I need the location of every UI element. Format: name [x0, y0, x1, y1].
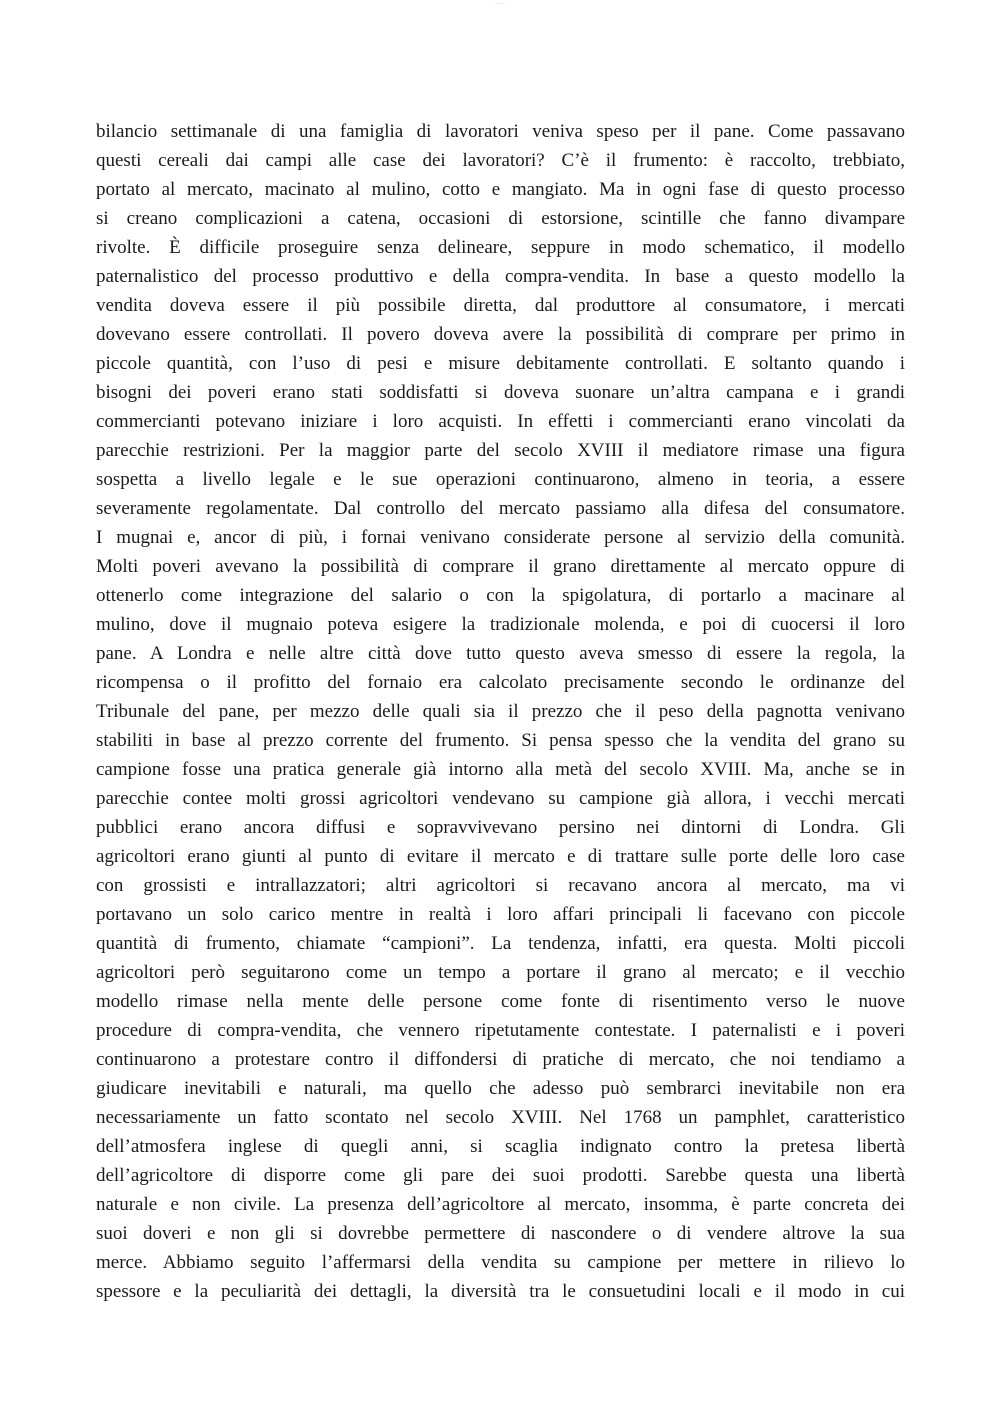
text-line: bilancio settimanale di una famiglia di lavoratori veniva speso per il pane. Come passavano [96, 121, 905, 142]
text-line: parecchie restrizioni. Per la maggior parte del secolo XVIII il mediatore rimase una figura [96, 440, 905, 461]
text-line: giudicare inevitabili e naturali, ma quello che adesso può sembrarci inevitabile non era [96, 1078, 905, 1099]
text-line: parecchie contee molti grossi agricoltori vendevano su campione già allora, i vecchi mercati [96, 788, 905, 809]
text-line: commercianti potevano iniziare i loro acquisti. In effetti i commercianti erano vincolati da [96, 411, 905, 432]
text-line: continuarono a protestare contro il diffondersi di pratiche di mercato, che noi tendiamo a [96, 1049, 905, 1070]
text-line: campione fosse una pratica generale già intorno alla metà del secolo XVIII. Ma, anche se in [96, 759, 905, 780]
text-line: pubblici erano ancora diffusi e sopravvivevano persino nei dintorni di Londra. Gli [96, 817, 905, 838]
text-line: pane. A Londra e nelle altre città dove tutto questo aveva smesso di essere la regola, la [96, 643, 905, 664]
text-line: spessore e la peculiarità dei dettagli, la diversità tra le consuetudini locali e il modo in cui [96, 1281, 905, 1302]
header-mark: — — [495, 0, 505, 5]
text-line: ottenerlo come integrazione del salario o con la spigolatura, di portarlo a macinare al [96, 585, 905, 606]
text-line: dovevano essere controllati. Il povero doveva avere la possibilità di comprare per primo in [96, 324, 905, 345]
text-line: portavano un solo carico mentre in realtà i loro affari principali li facevano con piccole [96, 904, 905, 925]
text-line: questi cereali dai campi alle case dei lavoratori? C’è il frumento: è raccolto, trebbiato, [96, 150, 905, 171]
text-line: portato al mercato, macinato al mulino, cotto e mangiato. Ma in ogni fase di questo processo [96, 179, 905, 200]
body-text [96, 117, 905, 1306]
text-line: paternalistico del processo produttivo e della compra-vendita. In base a questo modello la [96, 266, 905, 287]
text-line: dell’agricoltore di disporre come gli pare dei suoi prodotti. Sarebbe questa una libertà [96, 1165, 905, 1186]
text-line: necessariamente un fatto scontato nel secolo XVIII. Nel 1768 un pamphlet, caratteristico [96, 1107, 905, 1128]
text-line: Molti poveri avevano la possibilità di comprare il grano direttamente al mercato oppure di [96, 556, 905, 577]
text-line: piccole quantità, con l’uso di pesi e misure debitamente controllati. E soltanto quando i [96, 353, 905, 374]
text-line: dell’atmosfera inglese di quegli anni, si scaglia indignato contro la pretesa libertà [96, 1136, 905, 1157]
text-line: con grossisti e intrallazzatori; altri agricoltori si recavano ancora al mercato, ma vi [96, 875, 905, 896]
text-line: merce. Abbiamo seguito l’affermarsi della vendita su campione per mettere in rilievo lo [96, 1252, 905, 1273]
text-line: vendita doveva essere il più possibile diretta, dal produttore al consumatore, i mercati [96, 295, 905, 316]
text-line: suoi doveri e non gli si dovrebbe permettere di nascondere o di vendere altrove la sua [96, 1223, 905, 1244]
text-line: stabiliti in base al prezzo corrente del frumento. Si pensa spesso che la vendita del grano su [96, 730, 905, 751]
text-line: agricoltori però seguitarono come un tempo a portare il grano al mercato; e il vecchio [96, 962, 905, 983]
text-line: naturale e non civile. La presenza dell’agricoltore al mercato, insomma, è parte concreta dei [96, 1194, 905, 1215]
text-line: sospetta a livello legale e le sue operazioni continuarono, almeno in teoria, a essere [96, 469, 905, 490]
text-line: rivolte. È difficile proseguire senza delineare, seppure in modo schematico, il modello [96, 237, 905, 258]
text-line: I mugnai e, ancor di più, i fornai venivano considerate persone al servizio della comunità. [96, 527, 905, 548]
text-line: procedure di compra-vendita, che vennero ripetutamente contestate. I paternalisti e i poveri [96, 1020, 905, 1041]
text-line: mulino, dove il mugnaio poteva esigere la tradizionale molenda, e poi di cuocersi il loro [96, 614, 905, 635]
text-line: agricoltori erano giunti al punto di evitare il mercato e di trattare sulle porte delle loro case [96, 846, 905, 867]
text-line: severamente regolamentate. Dal controllo del mercato passiamo alla difesa del consumatore. [96, 498, 905, 519]
text-line: bisogni dei poveri erano stati soddisfatti si doveva suonare un’altra campana e i grandi [96, 382, 905, 403]
text-line: ricompensa o il profitto del fornaio era calcolato precisamente secondo le ordinanze del [96, 672, 905, 693]
text-line: quantità di frumento, chiamate “campioni”. La tendenza, infatti, era questa. Molti piccoli [96, 933, 905, 954]
text-line: Tribunale del pane, per mezzo delle quali sia il prezzo che il peso della pagnotta venivano [96, 701, 905, 722]
text-line: si creano complicazioni a catena, occasioni di estorsione, scintille che fanno divampare [96, 208, 905, 229]
text-line: modello rimase nella mente delle persone come fonte di risentimento verso le nuove [96, 991, 905, 1012]
